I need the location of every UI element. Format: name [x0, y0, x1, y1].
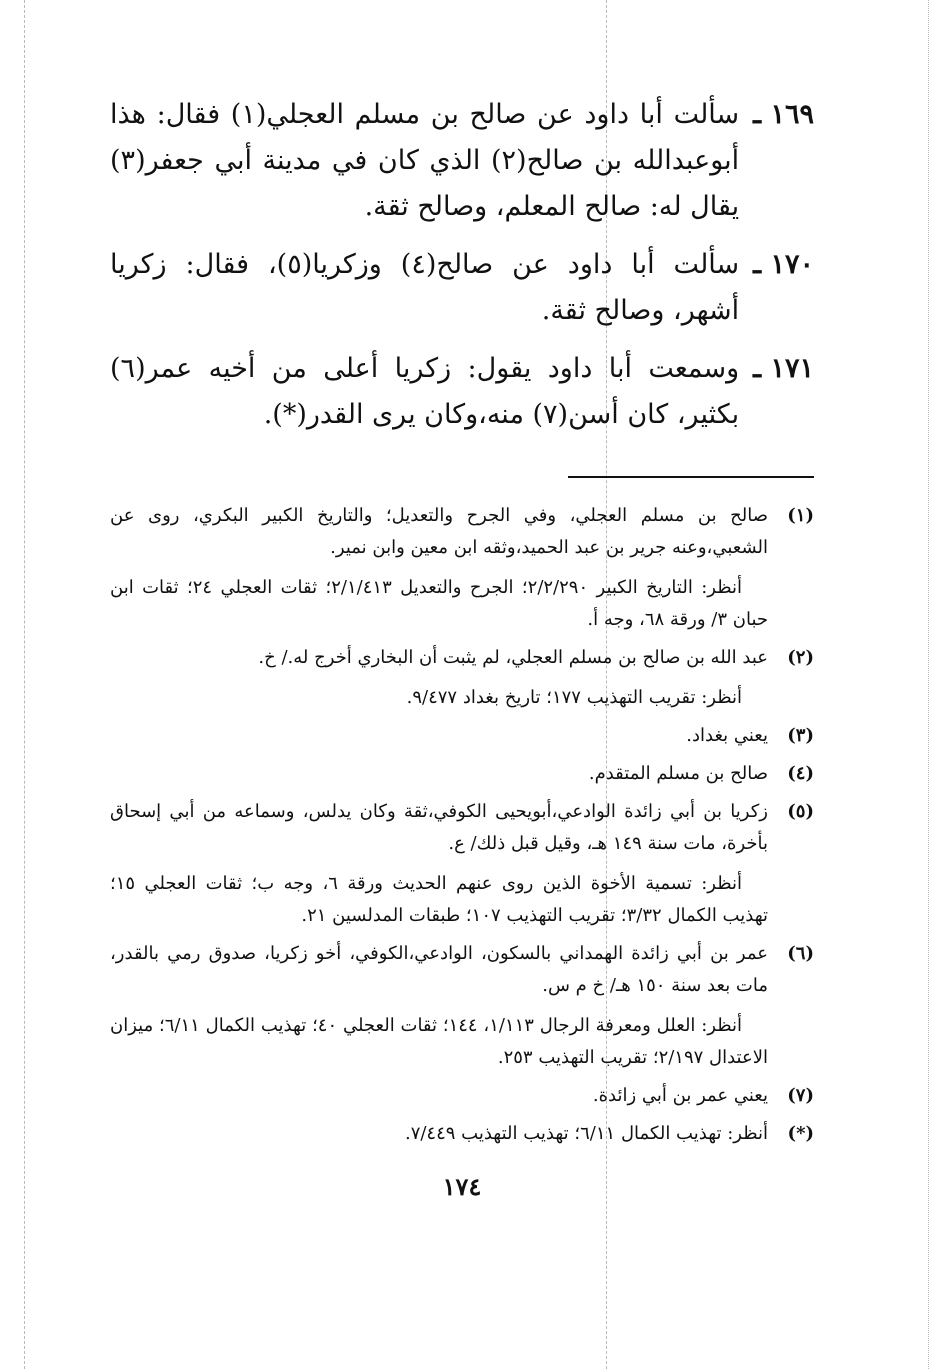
footnote-star: [110, 1118, 814, 1150]
entry-170: [110, 242, 814, 334]
footnote-paragraph: يعني عمر بن أبي زائدة.: [592, 1085, 768, 1106]
entry-169: [110, 92, 814, 230]
footnote-reference: أنظر: تسمية الأخوة الذين روى عنهم الحديث ورقة ٦، وجه ب؛ ثقات العجلي ١٥؛ تهذيب الكمال ٣/٣٢؛ تقريب التهذيب ١٠٧؛ طبقات المدلسين ٢١.: [110, 873, 768, 926]
footnote-text: [110, 1118, 768, 1150]
footnote-paragraph: عبد الله بن صالح بن مسلم العجلي، لم يثبت أن البخاري أخرج له./ خ.: [258, 647, 768, 668]
footnote-2: [110, 642, 814, 714]
footnote-paragraph: صالح بن مسلم العجلي، وفي الجرح والتعديل؛ والتاريخ الكبير البكري، روى عن الشعبي،وعنه جرير بن عبد الحميد،وثقه ابن معين وابن نمير.: [110, 505, 768, 558]
footnote-number: (٥): [787, 801, 814, 822]
footnote-number: (٤): [787, 763, 814, 784]
entry-text: سألت أبا داود عن صالح بن مسلم العجلي(١) فقال: هذا أبوعبدالله بن صالح(٢) الذي كان في مدينة أبي جعفر(٣) يقال له: صالح المعلم، وصالح ثقة.: [110, 99, 740, 222]
entry-text: وسمعت أبا داود يقول: زكريا أعلى من أخيه عمر(٦) بكثير، كان أسن(٧) منه،وكان يرى القدر(*).: [110, 353, 740, 430]
footnote-number: (٦): [787, 943, 814, 964]
footnote-text: [110, 1080, 768, 1112]
footnote-text: [110, 938, 768, 1074]
footnote-number: (١): [787, 505, 814, 526]
entry-text: سألت أبا داود عن صالح(٤) وزكريا(٥)، فقال: زكريا أشهر، وصالح ثقة.: [110, 249, 740, 326]
footnote-number: (٧): [787, 1085, 814, 1106]
page-body: [110, 92, 814, 1201]
footnote-paragraph: صالح بن مسلم المتقدم.: [588, 763, 768, 784]
footnote-paragraph: زكريا بن أبي زائدة الوادعي،أبويحيى الكوفي،ثقة وكان يدلس، وسماعه من أبي إسحاق بأخرة، مات سنة ١٤٩ هـ، وقيل قبل ذلك/ ع.: [110, 801, 768, 854]
footnote-text: [110, 720, 768, 752]
page-number: ١٧٤: [442, 1172, 482, 1201]
footnote-reference: أنظر: تقريب التهذيب ١٧٧؛ تاريخ بغداد ٩/٤٧٧.: [406, 687, 742, 708]
entry-number: ١٧١ ـ: [753, 353, 814, 384]
margin-guide-right: [928, 0, 929, 1369]
margin-guide-left: [24, 0, 25, 1369]
footnote-number: (٣): [787, 725, 814, 746]
entry-number: ١٦٩ ـ: [753, 99, 814, 130]
footnote-text: [110, 500, 768, 636]
footnote-number: (٢): [787, 647, 814, 668]
footnote-1: [110, 500, 814, 636]
entry-number: ١٧٠ ـ: [753, 249, 814, 280]
footnote-paragraph: عمر بن أبي زائدة الهمداني بالسكون، الوادعي،الكوفي، أخو زكريا، صدوق رمي بالقدر، مات بعد سنة ١٥٠ هـ/ خ م س.: [110, 943, 768, 996]
footnote-text: [110, 758, 768, 790]
footnote-number: (*): [787, 1123, 814, 1144]
footnote-paragraph: أنظر: تهذيب الكمال ٦/١١؛ تهذيب التهذيب ٧/٤٤٩.: [404, 1123, 768, 1144]
entry-171: [110, 346, 814, 438]
footnote-3: [110, 720, 814, 752]
footnote-separator: [568, 476, 814, 478]
footnote-text: [110, 642, 768, 714]
footnote-reference: أنظر: التاريخ الكبير ٢/٢/٢٩٠؛ الجرح والتعديل ٢/١/٤١٣؛ ثقات العجلي ٢٤؛ ثقات ابن حبان ٣/ ورقة ٦٨، وجه أ.: [110, 577, 768, 630]
footnote-7: [110, 1080, 814, 1112]
footnote-paragraph: يعني بغداد.: [686, 725, 768, 746]
footnote-reference: أنظر: العلل ومعرفة الرجال ١/١١٣، ١٤٤؛ ثقات العجلي ٤٠؛ تهذيب الكمال ٦/١١؛ ميزان الاعتدال ٢/١٩٧؛ تقريب التهذيب ٢٥٣.: [110, 1015, 768, 1068]
footnote-6: [110, 938, 814, 1074]
footnote-5: [110, 796, 814, 932]
footnote-text: [110, 796, 768, 932]
footnote-4: [110, 758, 814, 790]
